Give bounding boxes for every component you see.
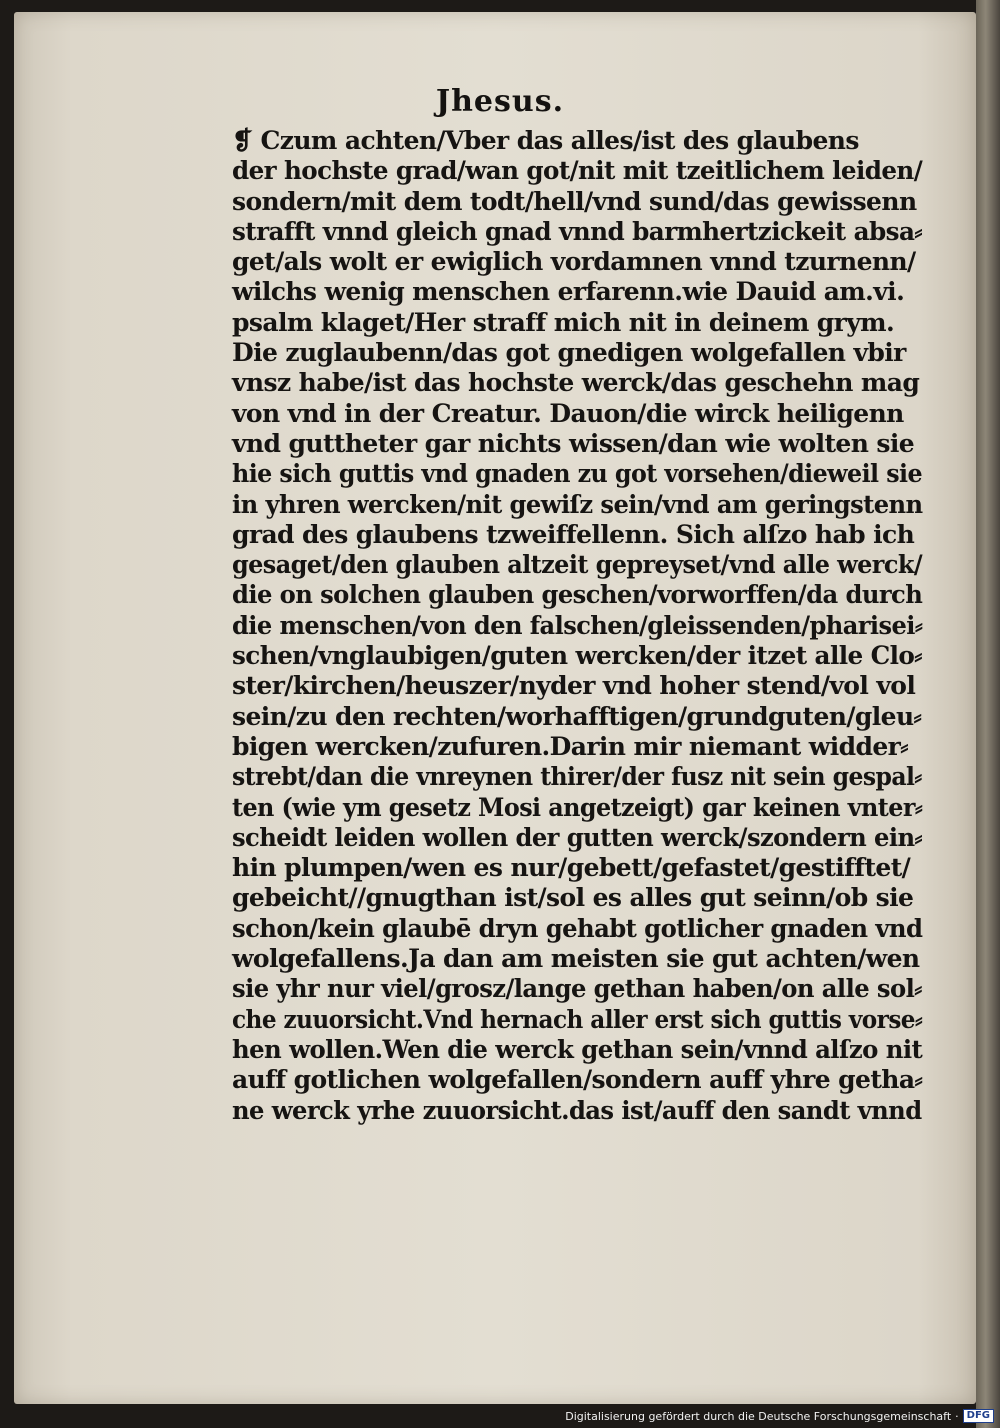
text-line: hin plumpen/wen es nur/gebett/gefastet/gestifftet/: [232, 853, 911, 883]
text-line: ❡ Czum achten/Vber das alles/ist des glaubens: [232, 126, 859, 155]
text-line: scheidt leiden wollen der gutten werck/szondern ein⸗: [232, 822, 923, 852]
text-line: hen wollen.Wen die werck gethan sein/vnnd alſzo nit: [232, 1034, 923, 1064]
text-line: vnsz habe/ist das hochste werck/das geschehn mag: [232, 368, 920, 398]
text-line: schon/kein glaubē dryn gehabt gotlicher gnaden vnd: [232, 913, 923, 943]
text-line: sondern/mit dem todt/hell/vnd sund/das gewissenn: [232, 186, 917, 216]
text-line: gesaget/den glauben altzeit gepreyset/vnd alle werck/: [232, 550, 922, 580]
text-line: die menschen/von den falschen/gleissenden/pharisei⸗: [232, 610, 923, 640]
page-header: Jhesus.: [435, 84, 565, 119]
text-line: vnd guttheter gar nichts wissen/dan wie wolten sie: [232, 428, 915, 458]
text-line: ten (wie ym gesetz Mosi angetzeigt) gar keinen vnter⸗: [232, 792, 923, 822]
text-line: strafft vnnd gleich gnad vnnd barmhertzickeit absa⸗: [232, 216, 922, 246]
text-line: sie yhr nur viel/grosz/lange gethan haben/on alle sol⸗: [232, 974, 922, 1004]
footer-separator: ·: [955, 1409, 959, 1423]
text-line: ster/kirchen/heuszer/nyder vnd hoher stend/vol vol: [232, 671, 916, 701]
text-line: in yhren wercken/nit gewiſz sein/vnd am geringstenn: [232, 489, 923, 519]
body-text: [232, 126, 922, 1126]
text-line: bigen wercken/zufuren.Darin mir niemant widder⸗: [232, 731, 908, 761]
text-line: grad des glaubens tzweiffellenn. Sich alſzo hab ich: [232, 519, 915, 549]
text-line: Die zuglaubenn/das got gnedigen wolgefallen vbir: [232, 338, 906, 368]
text-line: strebt/dan die vnreynen thirer/der fusz nit sein gespal⸗: [232, 762, 922, 792]
text-line: wolgefallens.Ja dan am meisten sie gut achten/wen: [232, 944, 920, 974]
book-edge: [976, 0, 1000, 1428]
text-line: von vnd in der Creatur. Dauon/die wirck heiligenn: [232, 398, 904, 428]
text-line: wilchs wenig menschen erfarenn.wie Dauid am.vi.: [232, 277, 905, 307]
text-line: die on solchen glauben geschen/vorworffen/da durch: [232, 580, 923, 610]
text-line: ne werck yrhe zuuorsicht.das ist/auff den sandt vnnd: [232, 1095, 922, 1125]
text-line: sein/zu den rechten/worhafftigen/grundguten/gleu⸗: [232, 701, 922, 731]
footer-credit: Digitalisierung gefördert durch die Deutsche Forschungsgemeinschaft: [565, 1409, 952, 1423]
text-line: hie sich guttis vnd gnaden zu got vorsehen/dieweil sie: [232, 459, 922, 489]
text-line: psalm klaget/Her straff mich nit in deinem grym.: [232, 307, 895, 337]
text-line: der hochste grad/wan got/nit mit tzeitlichem leiden/: [232, 156, 923, 186]
text-line: che zuuorsicht.Vnd hernach aller erst sich guttis vorse⸗: [232, 1004, 923, 1034]
text-line: gebeicht//gnugthan ist/sol es alles gut seinn/ob sie: [232, 883, 914, 913]
text-line: auff gotlichen wolgefallen/sondern auff yhre getha⸗: [232, 1065, 923, 1095]
text-line: schen/vnglaubigen/guten wercken/der itzet alle Clo⸗: [232, 641, 922, 671]
dfg-logo-icon: DFG: [963, 1409, 994, 1423]
text-line: get/als wolt er ewiglich vordamnen vnnd tzurnenn/: [232, 247, 916, 277]
footer: [565, 1408, 994, 1424]
